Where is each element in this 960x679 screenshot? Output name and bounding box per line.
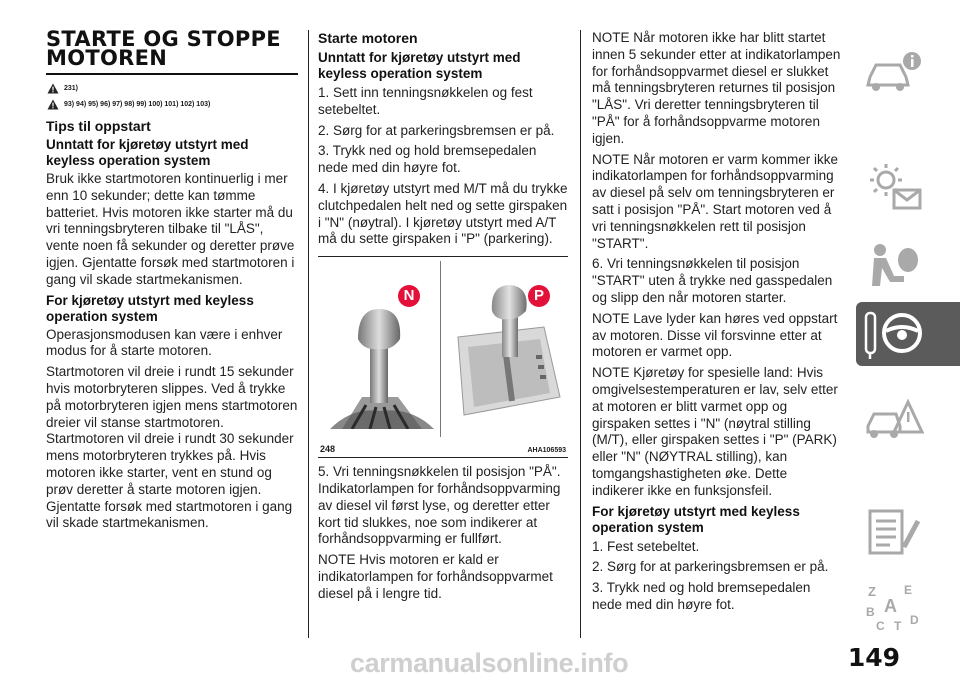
note-spesielle-land: NOTE Kjøretøy for spesielle land: Hvis omgivelsestemperaturen er lav, selv etter at motoren er blitt varmet opp og girspaken settes i "N" (nøytral stilling (M/T), eller girspaken settes i "P" (PARK) eller "N" (NØYTRAL stilling), kan tomgangshastigheten øke. Dette indikerer ikke en funksjonsfeil.	[592, 365, 838, 498]
watermark: carmanualsonline.info	[350, 648, 629, 678]
sidebar-item-safety[interactable]	[856, 235, 960, 299]
figure-code: AHA106593	[527, 447, 566, 455]
figure-number: 248	[320, 444, 336, 455]
warning-ref-2	[47, 96, 298, 112]
badge-park: P	[528, 285, 550, 307]
heading-unntatt-keyless: Unntatt for kjøretøy utstyrt med keyless operation system	[46, 137, 249, 168]
keyless-step-1: 1. Fest setebeltet.	[592, 538, 700, 554]
index-letter: C	[876, 619, 885, 632]
index-letter: B	[866, 605, 875, 619]
airbag-icon	[864, 242, 924, 292]
lights-mail-icon	[864, 162, 924, 212]
note-kald-motor: NOTE Hvis motoren er kald er indikatorlampen for forhåndsoppvarmet diesel på i lengre tid.	[318, 552, 553, 601]
step-6: 6. Vri tenningsnøkkelen til posisjon "START" uten å trykke ned gasspedalen og slipp den når motoren starter.	[592, 256, 833, 305]
step-5: 5. Vri tenningsnøkkelen til posisjon "PÅ". Indikatorlampen for forhåndsoppvarming av diesel vil først lyse, og deretter etter kort tid slukkes, noe som indikerer at forhåndsoppvarming er fullført.	[318, 464, 561, 547]
column-rule-left	[308, 30, 309, 638]
car-info-icon	[864, 47, 924, 97]
column-rule-right	[580, 30, 581, 638]
keyless-step-3: 3. Trykk ned og hold bremsepedalen nede med din høyre fot.	[592, 580, 811, 612]
page-title: STARTE OG STOPPE MOTOREN	[46, 27, 281, 70]
heading-keyless: For kjøretøy utstyrt med keyless operation system	[592, 503, 800, 535]
steering-wheel-key-icon	[864, 309, 924, 359]
index-letter: D	[910, 613, 919, 627]
sidebar-item-emergency[interactable]	[856, 385, 960, 449]
step-4: 4. I kjøretøy utstyrt med M/T må du trykke clutchpedalen helt ned og sette girspaken i "N" (nøytral). I kjøretøy utstyrt med A/T må du sette girspaken i "P" (parkering).	[318, 180, 568, 247]
checklist-icon	[864, 507, 924, 557]
step-1: 1. Sett inn tenningsnøkkelen og fest setebeltet.	[318, 85, 533, 117]
note-varm-motor: NOTE Når motoren er varm kommer ikke indikatorlampen for forhåndsoppvarming av diesel på selv om tenningsbryteren er satt i posisjon "PÅ". Start motoren ved å vri tenningsnøkkelen rett til posisjon "START".	[592, 151, 839, 251]
index-letter: A	[884, 596, 897, 616]
warning-ref-text: 231)	[64, 84, 79, 92]
sidebar-item-starting-driving[interactable]	[856, 302, 960, 366]
index-letter: E	[904, 583, 913, 597]
note-5-sekunder: NOTE Når motoren ikke har blitt startet innen 5 sekunder etter at indikatorlampen for forhåndsoppvarmet diesel er slukket må tenningsbryteren returnes til posisjon "LÅS". Vri deretter tenningsbryteren til "PÅ" for å forhåndsoppvarme motoren igjen.	[592, 30, 841, 146]
heading-keyless: For kjøretøy utstyrt med keyless operation system	[46, 292, 254, 324]
column-1	[46, 27, 298, 536]
gear-lever-figure	[318, 256, 568, 458]
title-rule	[46, 73, 298, 75]
index-letter: Z	[868, 584, 876, 599]
figure-divider	[440, 261, 441, 437]
column-3	[592, 30, 842, 618]
heading-starte-motoren: Starte motoren	[318, 30, 418, 46]
heading-tips: Tips til oppstart	[46, 118, 151, 134]
step-3: 3. Trykk ned og hold bremsepedalen nede med din høyre fot.	[318, 143, 537, 176]
sidebar-item-index[interactable]	[856, 575, 960, 639]
car-warning-icon	[864, 392, 924, 442]
warning-ref-1	[47, 80, 298, 96]
paragraph-startmotor-dreie: Startmotoren vil dreie i rundt 15 sekunder hvis motorbryteren slippes. Ved å trykke på motorbryteren igjen mens startmotoren dreier vil stanse startmotoren. Startmotoren vil dreie i rundt 30 sekunder mens motorbryteren trykkes på. Hvis motoren ikke starter, vent en stund og prøv deretter å starte motoren igjen. Gjentatte forsøk med startmotoren i gang vil skade startmekanismen.	[46, 364, 298, 531]
badge-neutral: N	[398, 285, 420, 307]
warning-ref-text: 93) 94) 95) 96) 97) 98) 99) 100) 101) 102) 103)	[64, 100, 211, 108]
warning-triangle-icon	[47, 99, 59, 110]
step-2: 2. Sørg for at parkeringsbremsen er på.	[318, 122, 555, 138]
column-2	[318, 30, 568, 607]
note-lave-lyder: NOTE Lave lyder kan høres ved oppstart av motoren. Disse vil forsvinne etter at motoren er varmet opp.	[592, 310, 838, 360]
page-number: 149	[847, 643, 900, 672]
index-letter: T	[894, 619, 902, 632]
manual-gear-lever-illustration	[322, 279, 438, 429]
paragraph-operasjonsmodus: Operasjonsmodusen kan være i enhver modus for å starte motoren.	[46, 326, 283, 359]
sidebar-item-lights[interactable]	[856, 155, 960, 219]
sidebar-item-car-info[interactable]	[856, 40, 960, 104]
warning-triangle-icon	[47, 83, 59, 94]
paragraph-startmotor: Bruk ikke startmotoren kontinuerlig i mer enn 10 sekunder; dette kan tømme batteriet. Hvis motoren ikke starter må du vri tenningsbryteren tilbake til "LÅS", vente noen få sekunder og deretter prøve igjen. Gjentatte forsøk med startmotoren i gang vil skade startmekanismen.	[46, 171, 295, 287]
heading-unntatt-keyless: Unntatt for kjøretøy utstyrt med keyless operation system	[318, 50, 521, 81]
alphabet-index-icon	[864, 582, 924, 632]
sidebar-item-maintenance[interactable]	[856, 500, 960, 564]
keyless-step-2: 2. Sørg for at parkeringsbremsen er på.	[592, 559, 829, 575]
